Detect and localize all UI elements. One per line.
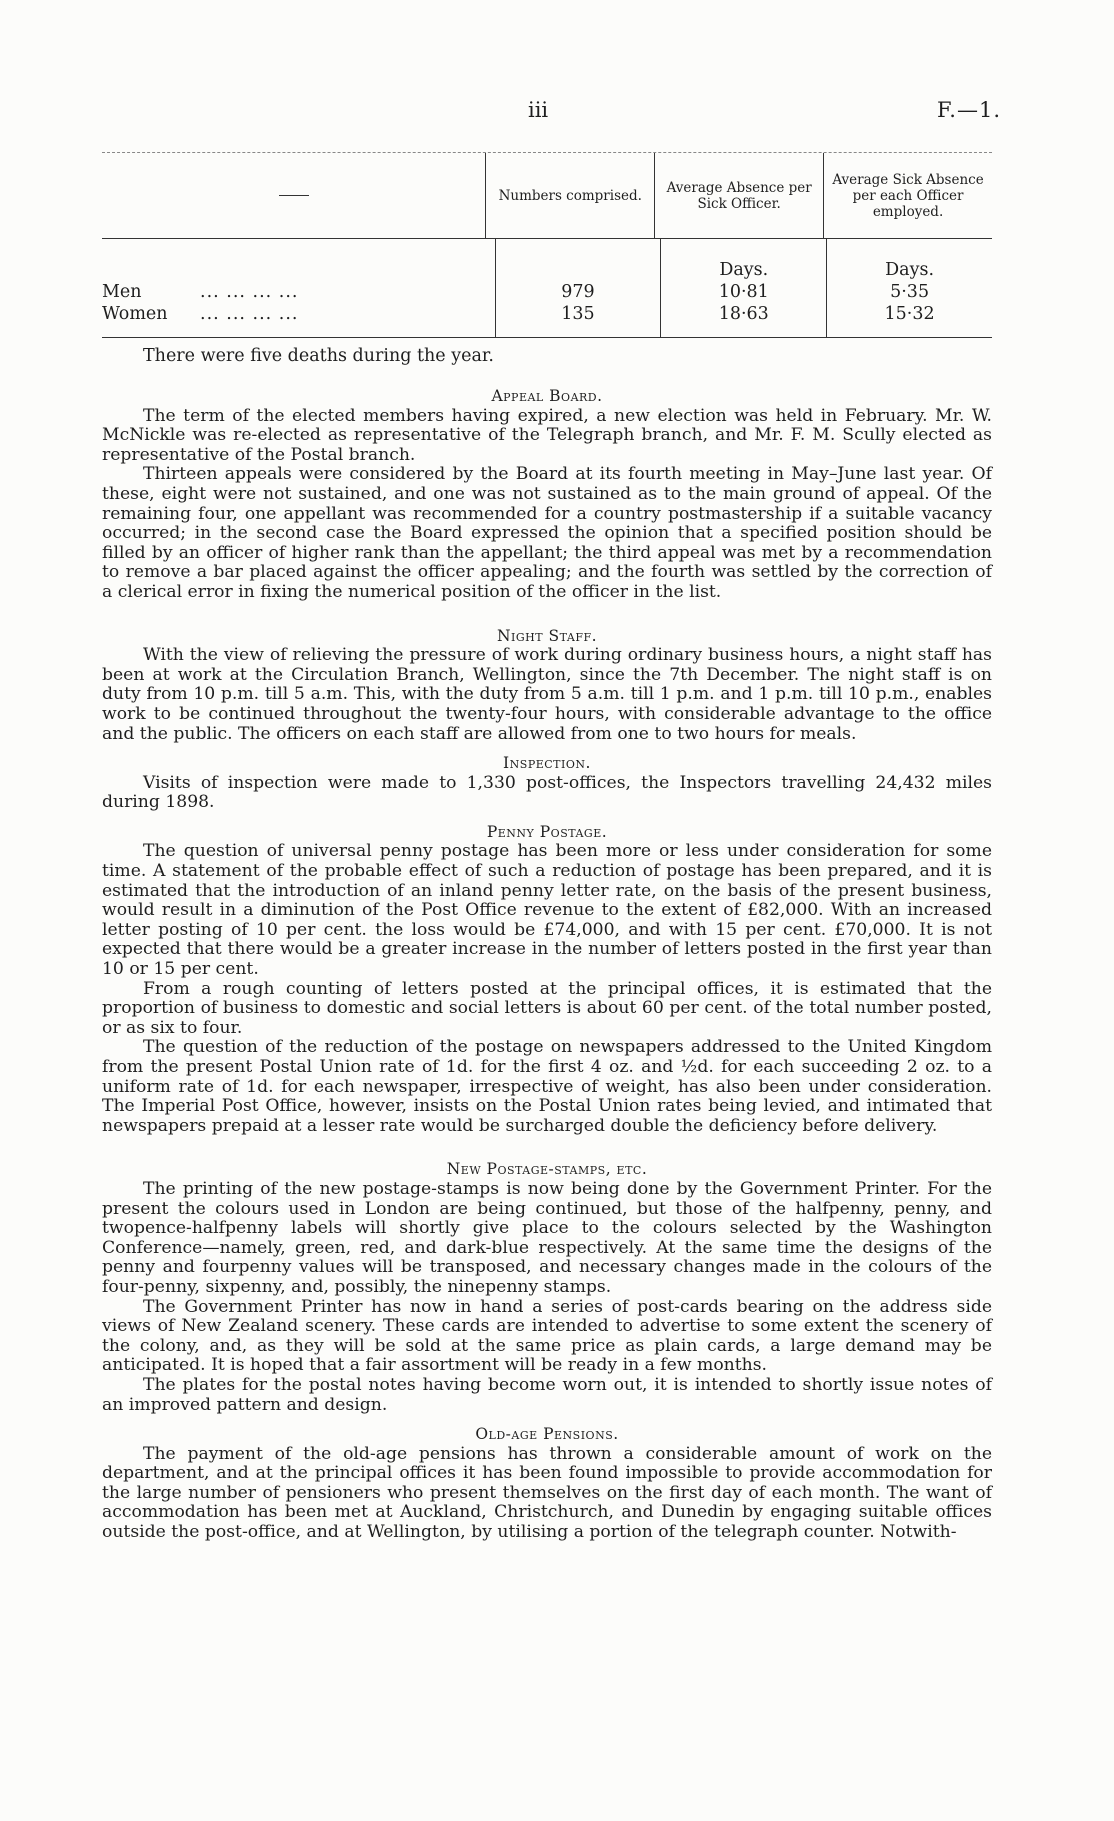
section-heading-penny-postage: Penny Postage.	[486, 822, 608, 841]
paragraph: The question of the reduction of the postage on newspapers addressed to the United Kingdom from the present Postal Union rate of 1d. for the first 4 oz. and ½d. for each succeeding 2 oz. to a uniform rate of 1d. for each newspaper, irrespective of weight, has also been under consideration. The Imperial Post Office, however, insists on the Postal Union rates being levied, and intimated that newspapers prepaid at a lesser rate would be surcharged double the deficiency before delivery.	[102, 1037, 992, 1136]
table-header-row	[102, 153, 992, 239]
avg-per-officer-column	[826, 239, 992, 337]
section-heading-new-postage-stamps: New Postage-stamps, etc.	[446, 1160, 648, 1179]
page-number: iii	[528, 98, 549, 122]
cell-avg-per-officer: 15·32	[884, 304, 935, 324]
leader-dots: ... ... ... ...	[200, 304, 299, 324]
paragraph: The payment of the old-age pensions has thrown a considerable amount of work on the department, and at the principal offices it has been found impossible to provide accommodation for the large number of pensioners who present themselves on the first day of each month. The want of accommodation has been met at Auckland, Christchurch, and Dunedin by engaging suitable offices outside the post-office, and at Wellington, by utilising a portion of the telegraph counter. Notwith-	[102, 1443, 992, 1543]
row-label: Women	[102, 304, 168, 324]
cell-avg-per-officer: 5·35	[890, 282, 930, 302]
paragraph: The plates for the postal notes having become worn out, it is intended to shortly issue notes of an improved pattern and design.	[102, 1374, 992, 1415]
section-heading-old-age-pensions: Old-age Pensions.	[475, 1425, 619, 1444]
paragraph: The term of the elected members having expired, a new election was held in February. Mr. W. McNickle was re-elected as representative of the Telegraph branch, and Mr. F. M. Scully elected as representative of the Postal branch.	[102, 405, 992, 465]
section-heading-night-staff: Night Staff.	[496, 626, 598, 645]
avg-per-sick-column	[660, 239, 826, 337]
cell-avg-per-sick: 18·63	[718, 304, 769, 324]
report-body	[102, 387, 992, 1543]
label-column	[102, 239, 495, 337]
row-label: Men	[102, 282, 142, 302]
table-body	[102, 239, 992, 338]
paragraph: Thirteen appeals were considered by the Board at its fourth meeting in May–June last year. Of these, eight were not sustained, and one was not sustained as to the main ground of appeal. Of the remaining four, one appellant was recommended for a country postmastership if a suitable vacancy occurred; in the second case the Board expressed the opinion that a specified position should be filled by an officer of higher rank than the appellant; the third appeal was met by a recommendation to remove a bar placed against the officer appealing; and the fourth was settled by the correction of a clerical error in fixing the numerical position of the officer in the list.	[102, 464, 992, 602]
header-avg-per-sick: Average Absence per Sick Officer.	[654, 153, 823, 238]
paragraph: Visits of inspection were made to 1,330 post-offices, the Inspectors travelling 24,432 miles during 1898.	[102, 772, 992, 813]
paragraph: The Government Printer has now in hand a series of post-cards bearing on the address side views of New Zealand scenery. These cards are intended to advertise to some extent the scenery of the colony, and, as they will be sold at the same price as plain cards, a large demand may be anticipated. It is hoped that a fair assortment will be ready in a few months.	[102, 1296, 992, 1376]
header-blank-cell	[102, 153, 485, 238]
table-row	[102, 303, 495, 325]
header-dash	[279, 195, 309, 196]
cell-avg-per-sick: 10·81	[718, 282, 769, 302]
header-numbers-comprised: Numbers comprised.	[485, 153, 654, 238]
cell-numbers: 135	[561, 304, 595, 324]
document-reference: F.—1.	[936, 98, 1001, 122]
leader-dots: ... ... ... ...	[200, 282, 299, 302]
paragraph: The printing of the new postage-stamps is now being done by the Government Printer. For the present the colours used in London are being continued, but those of the halfpenny, penny, and twopence-halfpenny labels will shortly give place to the colours selected by the Washington Conference—namely, green, red, and dark-blue respectively. At the same time the designs of the penny and fourpenny values will be transposed, and necessary changes made in the colours of the four-penny, sixpenny, and, possibly, the ninepenny stamps.	[102, 1178, 992, 1297]
paragraph: From a rough counting of letters posted at the principal offices, it is estimated that the proportion of business to domestic and social letters is about 60 per cent. of the total number posted, or as six to four.	[102, 978, 992, 1038]
numbers-column	[495, 239, 661, 337]
unit-label: Days.	[885, 260, 935, 280]
table-row	[102, 281, 495, 303]
section-heading-appeal-board: Appeal Board.	[491, 387, 603, 405]
deaths-note: There were five deaths during the year.	[143, 346, 494, 366]
header-avg-per-officer: Average Sick Absence per each Officer employed.	[823, 153, 992, 238]
cell-numbers: 979	[561, 282, 595, 302]
unit-label: Days.	[719, 260, 769, 280]
section-heading-inspection: Inspection.	[503, 754, 591, 773]
paragraph: The question of universal penny postage has been more or less under consideration for some time. A statement of the probable effect of such a reduction of postage has been prepared, and it is estimated that the introduction of an inland penny letter rate, on the basis of the present business, would result in a diminution of the Post Office revenue to the extent of £82,000. With an increased letter posting of 10 per cent. the loss would be £74,000, and with 15 per cent. £70,000. It is not expected that there would be a greater increase in the number of letters posted in the first year than 10 or 15 per cent.	[102, 841, 992, 980]
paragraph: With the view of relieving the pressure of work during ordinary business hours, a night staff has been at work at the Circulation Branch, Wellington, since the 7th December. The night staff is on duty from 10 p.m. till 5 a.m. This, with the duty from 5 a.m. till 1 p.m. and 1 p.m. till 10 p.m., enables work to be continued throughout the twenty-four hours, with considerable advantage to the office and the public. The officers on each staff are allowed from one to two hours for meals.	[102, 645, 992, 744]
sick-absence-table	[102, 152, 992, 338]
